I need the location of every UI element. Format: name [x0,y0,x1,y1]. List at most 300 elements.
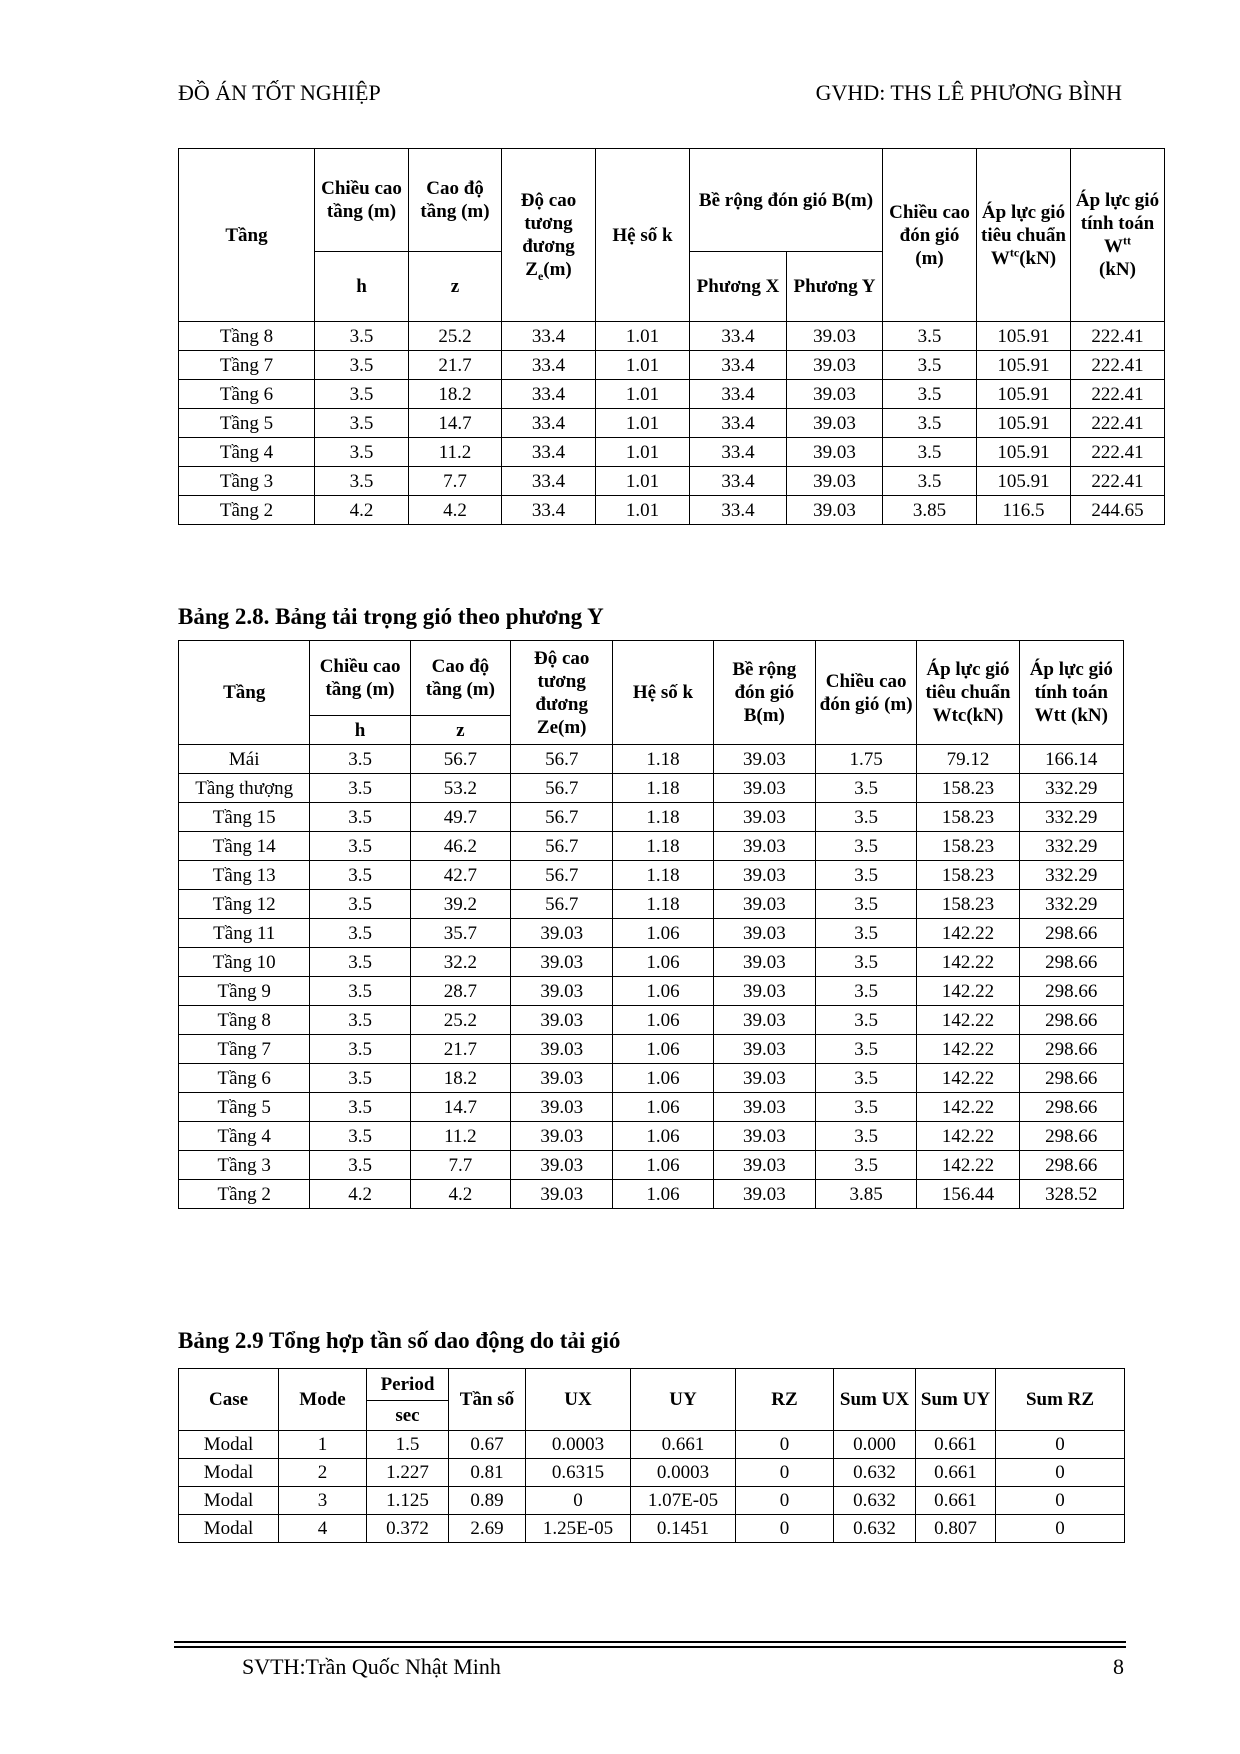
table-cell: 0 [526,1487,631,1515]
table-cell: 3.5 [815,1122,916,1151]
table-cell: 33.4 [502,496,596,525]
table-cell: 56.7 [511,803,613,832]
table-cell: 3.5 [883,467,977,496]
table-cell: 1.06 [613,1035,713,1064]
table-cell: 1.06 [613,1064,713,1093]
table-cell: 3.5 [815,890,916,919]
table-cell: 1.01 [596,438,690,467]
table-cell: 332.29 [1019,861,1123,890]
table-cell: 244.65 [1071,496,1165,525]
table-cell: 222.41 [1071,380,1165,409]
table-cell: 1.06 [613,948,713,977]
th-chieu-cao: Chiều cao tầng (m) [315,149,409,252]
table-cell: 0.661 [631,1431,736,1459]
th-he-so: Hệ số k [613,641,713,745]
th-h: h [315,252,409,322]
wind-load-table-y [178,640,1124,1209]
footer-rule [174,1641,1126,1643]
table-cell: 0.807 [916,1515,996,1543]
th-tang: Tầng [179,641,310,745]
table-cell: 33.4 [690,409,787,438]
table-cell: 3.5 [310,774,410,803]
table-cell: 39.03 [713,919,815,948]
table-cell: 11.2 [409,438,502,467]
table-row [179,1122,1124,1151]
table-cell: 39.2 [410,890,510,919]
table-cell: Tầng 3 [179,467,315,496]
th-ap-luc-tc: Áp lực gió tiêu chuẩn $W^{tc}(kN)$ [977,149,1071,322]
th-sum-rz: Sum RZ [996,1369,1125,1431]
table-cell: 56.7 [511,832,613,861]
table-cell: 46.2 [410,832,510,861]
table-cell: 4.2 [310,1180,410,1209]
table-cell: 39.03 [787,380,883,409]
table2-body [179,745,1124,1209]
th-mode: Mode [279,1369,367,1431]
table-cell: 222.41 [1071,351,1165,380]
table-cell: Modal [179,1515,279,1543]
table-cell: 79.12 [917,745,1019,774]
table-cell: Tầng 5 [179,1093,310,1122]
footer-author: SVTH:Trần Quốc Nhật Minh [242,1654,501,1679]
table-cell: 39.03 [511,977,613,1006]
table-row [179,948,1124,977]
table-cell: 39.03 [713,1006,815,1035]
table-cell: 298.66 [1019,919,1123,948]
table-cell: 1.01 [596,496,690,525]
table-cell: 328.52 [1019,1180,1123,1209]
table-row [179,803,1124,832]
table-cell: 0 [996,1515,1125,1543]
table-cell: 332.29 [1019,774,1123,803]
table-cell: 3.5 [315,322,409,351]
table-cell: 39.03 [713,832,815,861]
th-do-cao: Độ cao tương đương Ze(m) [511,641,613,745]
th-tang: Tầng [179,149,315,322]
table-cell: 33.4 [690,467,787,496]
table-cell: 3.85 [883,496,977,525]
th-sec: sec [367,1401,449,1431]
table-cell: 0 [736,1431,834,1459]
table-cell: 3.5 [310,1093,410,1122]
table-cell: 3.5 [315,409,409,438]
header-left: ĐỒ ÁN TỐT NGHIỆP [178,80,381,105]
table-cell: Tầng thượng [179,774,310,803]
table-cell: 39.03 [511,1035,613,1064]
table-cell: 3.5 [310,1151,410,1180]
table-cell: 0 [996,1487,1125,1515]
table-cell: Tầng 7 [179,1035,310,1064]
table-cell: 42.7 [410,861,510,890]
table-cell: 39.03 [787,351,883,380]
table-row [179,1006,1124,1035]
table-row [179,832,1124,861]
table-row [179,861,1124,890]
table-cell: 3.5 [815,861,916,890]
table-cell: 33.4 [502,467,596,496]
table-cell: Tầng 3 [179,1151,310,1180]
table-cell: 142.22 [917,1151,1019,1180]
table-cell: 49.7 [410,803,510,832]
th-be-rong: Bề rộng đón gió B(m) [713,641,815,745]
table-row [179,322,1165,351]
table-cell: 3.5 [310,1064,410,1093]
table-cell: 53.2 [410,774,510,803]
table-cell: 3.5 [315,438,409,467]
table-cell: Tầng 14 [179,832,310,861]
table-row [179,467,1165,496]
table-cell: 332.29 [1019,832,1123,861]
table-cell: Tầng 11 [179,919,310,948]
table-cell: Tầng 15 [179,803,310,832]
table-cell: Tầng 9 [179,977,310,1006]
table-cell: 0 [996,1431,1125,1459]
table-cell: 105.91 [977,409,1071,438]
table-cell: 0.6315 [526,1459,631,1487]
table-cell: 0.0003 [631,1459,736,1487]
table-cell: 39.03 [787,438,883,467]
table-row [179,890,1124,919]
table-cell: 39.03 [713,1122,815,1151]
th-z: z [409,252,502,322]
table-cell: 0 [736,1515,834,1543]
table-cell: 298.66 [1019,1064,1123,1093]
table-cell: 28.7 [410,977,510,1006]
table-cell: 222.41 [1071,467,1165,496]
table-cell: 39.03 [713,948,815,977]
table-cell: 3.5 [310,948,410,977]
table-cell: 3.5 [815,977,916,1006]
table-cell: 105.91 [977,351,1071,380]
table-cell: 142.22 [917,1064,1019,1093]
table-cell: 21.7 [409,351,502,380]
table-cell: Modal [179,1459,279,1487]
table-cell: 1.06 [613,919,713,948]
table-cell: 0.661 [916,1487,996,1515]
table-cell: 1.01 [596,322,690,351]
table-cell: 1.06 [613,1180,713,1209]
table-cell: 3.5 [815,919,916,948]
table-cell: 0 [736,1459,834,1487]
table-cell: 142.22 [917,1006,1019,1035]
table-cell: 1.06 [613,977,713,1006]
table-cell: 39.03 [713,890,815,919]
table-cell: 1 [279,1431,367,1459]
table-cell: 0.000 [834,1431,916,1459]
th-cao-do: Cao độ tầng (m) [410,641,510,716]
table-cell: 3.85 [815,1180,916,1209]
table-cell: 0.661 [916,1459,996,1487]
table-cell: 39.03 [511,1064,613,1093]
th-cao-do: Cao độ tầng (m) [409,149,502,252]
table-cell: 1.75 [815,745,916,774]
th-be-rong: Bề rộng đón gió B(m) [690,149,883,252]
table-cell: 3.5 [315,380,409,409]
table-cell: 18.2 [409,380,502,409]
table-cell: 0.632 [834,1459,916,1487]
page-header [178,80,1122,116]
table3-body [179,1431,1125,1543]
table-cell: 105.91 [977,438,1071,467]
table-cell: 35.7 [410,919,510,948]
table-cell: 1.06 [613,1151,713,1180]
table-row [179,380,1165,409]
table-cell: 1.125 [367,1487,449,1515]
table-cell: 25.2 [410,1006,510,1035]
header-right: GVHD: THS LÊ PHƯƠNG BÌNH [815,80,1122,105]
table-cell: 14.7 [409,409,502,438]
table-cell: 2.69 [449,1515,526,1543]
table-cell: 298.66 [1019,1151,1123,1180]
table-cell: 0.0003 [526,1431,631,1459]
table-cell: Tầng 12 [179,890,310,919]
table-cell: 56.7 [511,745,613,774]
table-cell: 1.18 [613,861,713,890]
table-cell: 1.06 [613,1093,713,1122]
table-cell: 39.03 [713,1151,815,1180]
table-cell: 39.03 [511,1180,613,1209]
table-cell: 33.4 [502,322,596,351]
table-cell: Tầng 6 [179,1064,310,1093]
table-cell: 0.67 [449,1431,526,1459]
table-cell: 1.01 [596,409,690,438]
table-cell: 3.5 [310,1006,410,1035]
table-cell: 222.41 [1071,322,1165,351]
table-cell: 1.18 [613,803,713,832]
table-row [179,745,1124,774]
table-cell: 1.01 [596,351,690,380]
table-cell: 105.91 [977,380,1071,409]
table-cell: 332.29 [1019,890,1123,919]
table-cell: 158.23 [917,861,1019,890]
table-cell: 0.81 [449,1459,526,1487]
table-cell: 1.18 [613,745,713,774]
table-cell: 3.5 [310,1035,410,1064]
th-chieu-cao: Chiều cao tầng (m) [310,641,410,716]
th-h: h [310,716,410,745]
table-row [179,1459,1125,1487]
table-cell: 39.03 [511,1151,613,1180]
table-cell: Tầng 4 [179,1122,310,1151]
table-cell: 33.4 [502,438,596,467]
table-cell: 142.22 [917,948,1019,977]
table-cell: 39.03 [713,1093,815,1122]
table-cell: 332.29 [1019,803,1123,832]
th-tan-so: Tần số [449,1369,526,1431]
table-cell: 39.03 [787,322,883,351]
table-cell: Modal [179,1431,279,1459]
table-cell: 158.23 [917,803,1019,832]
th-do-cao: Độ cao tương đương $Z_e(m)$ [502,149,596,322]
table-cell: 3.5 [883,438,977,467]
table-cell: 33.4 [690,438,787,467]
table-cell: 222.41 [1071,409,1165,438]
table1-body [179,322,1165,525]
table-cell: 11.2 [410,1122,510,1151]
table-cell: 3.5 [815,1093,916,1122]
table-cell: Tầng 10 [179,948,310,977]
table-cell: 3.5 [310,832,410,861]
table-cell: 39.03 [713,803,815,832]
table3-caption: Bảng 2.9 Tổng hợp tần số dao động do tải gió [178,1328,621,1353]
table-cell: Modal [179,1487,279,1515]
table-cell: 142.22 [917,1035,1019,1064]
table-cell: 158.23 [917,774,1019,803]
table-cell: 3.5 [310,861,410,890]
table-row [179,919,1124,948]
table-cell: 39.03 [713,745,815,774]
table-cell: 3.5 [815,1064,916,1093]
table-cell: 298.66 [1019,1093,1123,1122]
table-cell: 3.5 [815,1151,916,1180]
table-cell: 1.227 [367,1459,449,1487]
table-cell: 116.5 [977,496,1071,525]
th-rz: RZ [736,1369,834,1431]
table-cell: Tầng 7 [179,351,315,380]
table-cell: 3.5 [315,351,409,380]
table-row [179,1515,1125,1543]
table-cell: 3.5 [310,977,410,1006]
table-cell: 4 [279,1515,367,1543]
table-cell: 3.5 [815,803,916,832]
table-cell: 3.5 [310,803,410,832]
table-cell: 105.91 [977,467,1071,496]
table-cell: 39.03 [713,1035,815,1064]
table-cell: Mái [179,745,310,774]
table-row [179,977,1124,1006]
table-cell: 14.7 [410,1093,510,1122]
table-cell: 298.66 [1019,1122,1123,1151]
table-cell: 3.5 [815,948,916,977]
table-cell: Tầng 8 [179,1006,310,1035]
table-cell: 0.632 [834,1487,916,1515]
table-cell: 56.7 [511,774,613,803]
footer-rule [174,1646,1126,1648]
table-cell: 298.66 [1019,1035,1123,1064]
table-cell: 39.03 [511,919,613,948]
table-cell: 25.2 [409,322,502,351]
table-cell: 1.06 [613,1006,713,1035]
table-cell: 33.4 [502,380,596,409]
table-cell: 39.03 [713,977,815,1006]
table-cell: 222.41 [1071,438,1165,467]
table-cell: 3.5 [883,351,977,380]
table-cell: 1.06 [613,1122,713,1151]
table-cell: 39.03 [511,1006,613,1035]
th-uy: UY [631,1369,736,1431]
table2-caption: Bảng 2.8. Bảng tải trọng gió theo phương Y [178,604,604,629]
table-cell: 39.03 [511,1122,613,1151]
table-cell: 21.7 [410,1035,510,1064]
table-cell: 1.18 [613,890,713,919]
table-cell: 3.5 [815,832,916,861]
table-cell: Tầng 2 [179,1180,310,1209]
table-row [179,774,1124,803]
page-number: 8 [1113,1654,1124,1679]
table-row [179,1180,1124,1209]
table-cell: 1.01 [596,467,690,496]
table-cell: 3.5 [815,1035,916,1064]
table-cell: 33.4 [502,351,596,380]
table-cell: 3.5 [310,1122,410,1151]
table-cell: 142.22 [917,919,1019,948]
table-cell: 0.89 [449,1487,526,1515]
table-cell: 18.2 [410,1064,510,1093]
table-cell: 1.18 [613,832,713,861]
table-cell: 39.03 [787,467,883,496]
table-cell: 3.5 [315,467,409,496]
table-row [179,438,1165,467]
th-ap-luc-tt: Áp lực gió tính toán $W^{tt}$ (kN) [1071,149,1165,322]
table-cell: 39.03 [511,948,613,977]
table-cell: 39.03 [787,409,883,438]
table-row [179,351,1165,380]
th-chieu-cao-don: Chiều cao đón gió (m) [815,641,916,745]
table-cell: Tầng 8 [179,322,315,351]
table-cell: 39.03 [713,861,815,890]
table-cell: 39.03 [713,1064,815,1093]
th-phuong-x: Phương X [690,252,787,322]
table-cell: 3.5 [310,890,410,919]
table-cell: 105.91 [977,322,1071,351]
table-cell: 3.5 [310,745,410,774]
table-cell: 56.7 [511,890,613,919]
th-case: Case [179,1369,279,1431]
table-cell: 39.03 [713,1180,815,1209]
table-cell: 158.23 [917,832,1019,861]
table-cell: Tầng 2 [179,496,315,525]
modal-frequency-table [178,1368,1125,1543]
table-cell: 142.22 [917,1122,1019,1151]
table-cell: 33.4 [690,351,787,380]
table-row [179,409,1165,438]
th-z: z [410,716,510,745]
table-cell: 3.5 [815,1006,916,1035]
table-cell: 3 [279,1487,367,1515]
table-cell: 0.661 [916,1431,996,1459]
th-phuong-y: Phương Y [787,252,883,322]
table-cell: 56.7 [410,745,510,774]
table-cell: 3.5 [310,919,410,948]
table-cell: 158.23 [917,890,1019,919]
table-cell: 0.1451 [631,1515,736,1543]
table-cell: 4.2 [315,496,409,525]
table-row [179,1151,1124,1180]
table-cell: 33.4 [690,322,787,351]
th-period: Period [367,1369,449,1401]
th-he-so: Hệ số k [596,149,690,322]
table-cell: 298.66 [1019,1006,1123,1035]
table-cell: 33.4 [690,380,787,409]
table-cell: 3.5 [883,409,977,438]
table-cell: 56.7 [511,861,613,890]
table-cell: Tầng 4 [179,438,315,467]
table-cell: 298.66 [1019,977,1123,1006]
table-row [179,1431,1125,1459]
table-cell: 2 [279,1459,367,1487]
th-ux: UX [526,1369,631,1431]
table-row [179,1487,1125,1515]
table-cell: 33.4 [690,496,787,525]
table-row [179,1035,1124,1064]
table-cell: 1.01 [596,380,690,409]
table-row [179,496,1165,525]
table-cell: 7.7 [410,1151,510,1180]
table-cell: 1.5 [367,1431,449,1459]
table-cell: Tầng 5 [179,409,315,438]
table-cell: 0 [996,1459,1125,1487]
table-row [179,1064,1124,1093]
